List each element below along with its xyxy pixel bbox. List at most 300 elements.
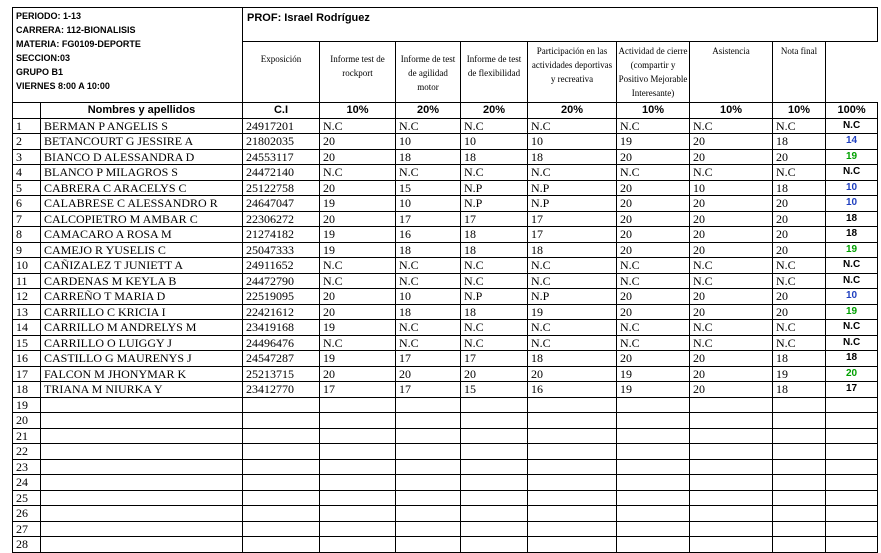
- grade-cell: 20: [690, 149, 773, 165]
- empty-cell: [826, 459, 878, 475]
- student-name: BETANCOURT G JESSIRE A: [41, 134, 243, 150]
- student-name: CARRILLO O LUIGGY J: [41, 335, 243, 351]
- student-ci: 22421612: [243, 304, 320, 320]
- student-name: CALCOPIETRO M AMBAR C: [41, 211, 243, 227]
- table-row: [13, 382, 878, 398]
- grade-cell: 17: [396, 211, 461, 227]
- empty-cell: [690, 428, 773, 444]
- empty-cell: [528, 428, 617, 444]
- empty-row: [13, 490, 878, 506]
- empty-cell: [320, 397, 396, 413]
- grade-cell: 20: [690, 382, 773, 398]
- empty-cell: [320, 428, 396, 444]
- grade-cell: 20: [690, 304, 773, 320]
- grade-cell: 20: [617, 180, 690, 196]
- grade-cell: 18: [528, 351, 617, 367]
- empty-cell: [773, 459, 826, 475]
- empty-cell: [461, 537, 528, 553]
- header-asistencia: Asistencia: [690, 42, 773, 103]
- grade-cell: N.P: [528, 289, 617, 305]
- grade-cell: 20: [461, 366, 528, 382]
- grade-cell: N.C: [396, 165, 461, 181]
- grade-cell: N.C: [617, 320, 690, 336]
- table-row: [13, 134, 878, 150]
- materia-label: MATERIA: FG0109-DEPORTE: [16, 39, 141, 49]
- empty-cell: [320, 490, 396, 506]
- grade-cell: 20: [690, 366, 773, 382]
- grade-cell: 20: [617, 149, 690, 165]
- grade-cell: 10: [461, 134, 528, 150]
- empty-cell: [243, 506, 320, 522]
- row-number: 5: [13, 180, 41, 196]
- empty-cell: [243, 459, 320, 475]
- header-participacion: Participación en las actividades deportivas y recreativa: [528, 42, 617, 103]
- grade-cell: N.C: [528, 273, 617, 289]
- empty-row: [13, 459, 878, 475]
- empty-cell: [41, 475, 243, 491]
- empty-cell: [826, 537, 878, 553]
- course-info: [13, 8, 243, 103]
- final-grade: 19: [826, 149, 878, 165]
- empty-cell: [396, 459, 461, 475]
- grade-cell: 10: [528, 134, 617, 150]
- grade-cell: 20: [528, 366, 617, 382]
- final-grade: 18: [826, 211, 878, 227]
- grade-cell: 18: [773, 180, 826, 196]
- final-grade: 19: [826, 242, 878, 258]
- empty-cell: [320, 506, 396, 522]
- student-ci: 24547287: [243, 351, 320, 367]
- grade-cell: 20: [690, 351, 773, 367]
- empty-cell: [396, 397, 461, 413]
- grade-cell: N.C: [773, 335, 826, 351]
- row-number: 12: [13, 289, 41, 305]
- final-grade: 10: [826, 289, 878, 305]
- empty-cell: [528, 537, 617, 553]
- empty-cell: [690, 490, 773, 506]
- grade-cell: 10: [396, 196, 461, 212]
- grade-cell: N.C: [773, 118, 826, 134]
- grade-cell: N.C: [773, 273, 826, 289]
- table-row: [13, 258, 878, 274]
- empty-cell: [41, 397, 243, 413]
- grade-cell: 20: [617, 227, 690, 243]
- final-grade: N.C: [826, 165, 878, 181]
- empty-cell: [690, 444, 773, 460]
- student-name: CALABRESE C ALESSANDRO R: [41, 196, 243, 212]
- pct-nota-final: 100%: [826, 103, 878, 119]
- empty-cell: [617, 428, 690, 444]
- grade-cell: 20: [320, 289, 396, 305]
- grade-cell: N.C: [528, 165, 617, 181]
- empty-cell: [690, 475, 773, 491]
- header-nota-final: Nota final: [773, 42, 826, 103]
- grade-cell: 20: [617, 304, 690, 320]
- grade-cell: N.C: [690, 320, 773, 336]
- grade-cell: 15: [461, 382, 528, 398]
- empty-cell: [243, 490, 320, 506]
- student-ci: 24647047: [243, 196, 320, 212]
- empty-cell: [528, 475, 617, 491]
- empty-cell: [826, 475, 878, 491]
- empty-cell: [461, 459, 528, 475]
- empty-cell: [396, 428, 461, 444]
- student-name: CARRILLO M ANDRELYS M: [41, 320, 243, 336]
- empty-cell: [243, 444, 320, 460]
- empty-cell: [396, 444, 461, 460]
- grade-cell: N.C: [773, 258, 826, 274]
- grade-cell: 20: [617, 242, 690, 258]
- grade-cell: 20: [320, 304, 396, 320]
- row-number: 15: [13, 335, 41, 351]
- grade-cell: 18: [528, 242, 617, 258]
- empty-cell: [320, 444, 396, 460]
- grade-cell: 20: [617, 289, 690, 305]
- grade-cell: 20: [320, 149, 396, 165]
- grade-cell: 18: [461, 304, 528, 320]
- grade-cell: 18: [396, 242, 461, 258]
- empty-cell: [396, 506, 461, 522]
- table-row: [13, 180, 878, 196]
- grade-cell: 19: [617, 366, 690, 382]
- pct-rockport: 20%: [396, 103, 461, 119]
- header-flexibilidad: Informe de test de flexibilidad: [461, 42, 528, 103]
- empty-cell: [773, 506, 826, 522]
- grade-cell: 18: [773, 382, 826, 398]
- empty-cell: [617, 444, 690, 460]
- empty-cell: [826, 490, 878, 506]
- empty-row: [13, 537, 878, 553]
- grade-cell: N.C: [396, 258, 461, 274]
- table-row: [13, 227, 878, 243]
- names-column-header: Nombres y apellidos: [41, 103, 243, 119]
- grade-cell: 19: [320, 196, 396, 212]
- student-ci: 24911652: [243, 258, 320, 274]
- row-number: 2: [13, 134, 41, 150]
- grade-cell: 20: [396, 366, 461, 382]
- empty-cell: [773, 475, 826, 491]
- header-cierre: Actividad de cierre (compartir y Positivo Mejorable Interesante): [617, 42, 690, 103]
- grade-cell: 20: [690, 211, 773, 227]
- grade-cell: N.C: [320, 165, 396, 181]
- student-name: CAÑIZALEZ T JUNIETT A: [41, 258, 243, 274]
- grade-cell: N.C: [461, 335, 528, 351]
- student-ci: 23412770: [243, 382, 320, 398]
- table-row: [13, 273, 878, 289]
- grade-cell: 17: [461, 351, 528, 367]
- empty-cell: [690, 506, 773, 522]
- empty-cell: [528, 506, 617, 522]
- row-number: 13: [13, 304, 41, 320]
- empty-cell: [773, 428, 826, 444]
- empty-cell: [461, 490, 528, 506]
- grade-cell: 20: [773, 242, 826, 258]
- empty-cell: [617, 475, 690, 491]
- grade-cell: N.C: [396, 273, 461, 289]
- grade-cell: 19: [773, 366, 826, 382]
- row-number: 8: [13, 227, 41, 243]
- final-grade: 10: [826, 180, 878, 196]
- row-number: 6: [13, 196, 41, 212]
- grade-cell: 20: [773, 289, 826, 305]
- grade-cell: 19: [320, 227, 396, 243]
- empty-cell: [773, 397, 826, 413]
- blank-cell: [13, 103, 41, 119]
- empty-cell: [826, 444, 878, 460]
- empty-row: [13, 506, 878, 522]
- ci-column-header: C.I: [243, 103, 320, 119]
- empty-row: [13, 444, 878, 460]
- grade-cell: 10: [396, 134, 461, 150]
- grade-cell: N.P: [461, 196, 528, 212]
- final-grade: N.C: [826, 320, 878, 336]
- student-ci: 24917201: [243, 118, 320, 134]
- student-name: FALCON M JHONYMAR K: [41, 366, 243, 382]
- empty-row: [13, 413, 878, 429]
- final-grade: 18: [826, 227, 878, 243]
- table-row: [13, 242, 878, 258]
- horario-label: VIERNES 8:00 A 10:00: [16, 81, 110, 91]
- table-row: [13, 335, 878, 351]
- empty-cell: [243, 413, 320, 429]
- row-number: 16: [13, 351, 41, 367]
- row-number: 25: [13, 490, 41, 506]
- grade-cell: 20: [617, 211, 690, 227]
- empty-cell: [461, 475, 528, 491]
- professor-label: PROF: Israel Rodríguez: [243, 8, 878, 42]
- empty-cell: [461, 506, 528, 522]
- empty-cell: [773, 537, 826, 553]
- grade-cell: 18: [461, 227, 528, 243]
- student-ci: 24472140: [243, 165, 320, 181]
- empty-cell: [396, 475, 461, 491]
- empty-cell: [396, 537, 461, 553]
- empty-cell: [617, 490, 690, 506]
- grade-cell: 10: [396, 289, 461, 305]
- empty-cell: [773, 413, 826, 429]
- final-grade: 18: [826, 351, 878, 367]
- row-number: 28: [13, 537, 41, 553]
- row-number: 7: [13, 211, 41, 227]
- grade-cell: N.P: [461, 180, 528, 196]
- grade-cell: 17: [320, 382, 396, 398]
- final-grade: 14: [826, 134, 878, 150]
- grade-cell: 20: [690, 242, 773, 258]
- empty-cell: [320, 459, 396, 475]
- grade-cell: N.C: [617, 335, 690, 351]
- grade-cell: 17: [461, 211, 528, 227]
- student-ci: 21802035: [243, 134, 320, 150]
- table-row: [13, 118, 878, 134]
- row-number: 10: [13, 258, 41, 274]
- grade-cell: 20: [690, 134, 773, 150]
- final-grade: 17: [826, 382, 878, 398]
- student-ci: 25122758: [243, 180, 320, 196]
- grade-cell: 18: [396, 304, 461, 320]
- grade-cell: 17: [528, 211, 617, 227]
- header-exposicion: Exposición: [243, 42, 320, 103]
- table-row: [13, 366, 878, 382]
- student-ci: 21274182: [243, 227, 320, 243]
- grade-cell: 20: [773, 304, 826, 320]
- empty-cell: [528, 444, 617, 460]
- grade-cell: N.P: [528, 196, 617, 212]
- grade-cell: N.P: [528, 180, 617, 196]
- empty-cell: [396, 413, 461, 429]
- grade-cell: N.C: [773, 320, 826, 336]
- student-ci: 22306272: [243, 211, 320, 227]
- empty-cell: [461, 413, 528, 429]
- grade-cell: 17: [528, 227, 617, 243]
- student-ci: 25047333: [243, 242, 320, 258]
- empty-cell: [528, 490, 617, 506]
- student-name: BERMAN P ANGELIS S: [41, 118, 243, 134]
- grade-cell: N.C: [320, 258, 396, 274]
- grade-cell: N.C: [528, 258, 617, 274]
- grade-cell: 16: [396, 227, 461, 243]
- student-ci: 23419168: [243, 320, 320, 336]
- pct-participacion: 10%: [617, 103, 690, 119]
- grade-cell: N.C: [320, 118, 396, 134]
- student-ci: 24496476: [243, 335, 320, 351]
- grupo-label: GRUPO B1: [16, 67, 64, 77]
- grade-cell: 20: [773, 196, 826, 212]
- row-number: 20: [13, 413, 41, 429]
- grade-cell: 17: [396, 382, 461, 398]
- pct-cierre: 10%: [690, 103, 773, 119]
- empty-cell: [396, 490, 461, 506]
- grade-cell: 20: [690, 196, 773, 212]
- student-ci: 24472790: [243, 273, 320, 289]
- empty-cell: [243, 428, 320, 444]
- row-number: 27: [13, 521, 41, 537]
- final-grade: 19: [826, 304, 878, 320]
- grade-cell: 18: [461, 149, 528, 165]
- empty-cell: [617, 537, 690, 553]
- grade-cell: N.C: [690, 118, 773, 134]
- grade-cell: 18: [773, 351, 826, 367]
- carrera-label: CARRERA: 112-BIONALISIS: [16, 25, 136, 35]
- pct-agilidad: 20%: [461, 103, 528, 119]
- grade-cell: N.C: [528, 320, 617, 336]
- row-number: 23: [13, 459, 41, 475]
- grade-cell: 19: [320, 351, 396, 367]
- final-grade: N.C: [826, 118, 878, 134]
- empty-cell: [243, 537, 320, 553]
- empty-cell: [461, 428, 528, 444]
- empty-cell: [528, 413, 617, 429]
- grade-cell: N.C: [320, 273, 396, 289]
- row-number: 24: [13, 475, 41, 491]
- grade-cell: N.C: [617, 273, 690, 289]
- empty-cell: [320, 475, 396, 491]
- student-ci: 25213715: [243, 366, 320, 382]
- student-ci: 24553117: [243, 149, 320, 165]
- grade-cell: N.C: [773, 165, 826, 181]
- grade-cell: N.C: [396, 335, 461, 351]
- row-number: 18: [13, 382, 41, 398]
- grades-sheet: [12, 7, 878, 553]
- pct-flexibilidad: 20%: [528, 103, 617, 119]
- grade-cell: N.C: [690, 165, 773, 181]
- empty-cell: [690, 537, 773, 553]
- grade-cell: N.C: [617, 118, 690, 134]
- grade-cell: N.C: [690, 335, 773, 351]
- grade-cell: 15: [396, 180, 461, 196]
- final-grade: N.C: [826, 335, 878, 351]
- row-number: 4: [13, 165, 41, 181]
- grade-cell: N.C: [690, 273, 773, 289]
- empty-cell: [617, 459, 690, 475]
- student-name: CARRILLO C KRICIA I: [41, 304, 243, 320]
- empty-cell: [461, 444, 528, 460]
- final-grade: 10: [826, 196, 878, 212]
- table-row: [13, 165, 878, 181]
- empty-cell: [528, 397, 617, 413]
- header-agilidad: Informe de test de agilidad motor: [396, 42, 461, 103]
- grade-cell: 18: [528, 149, 617, 165]
- student-ci: 22519095: [243, 289, 320, 305]
- table-row: [13, 196, 878, 212]
- empty-cell: [41, 428, 243, 444]
- final-grade: 20: [826, 366, 878, 382]
- empty-row: [13, 397, 878, 413]
- grade-cell: 20: [320, 211, 396, 227]
- table-row: [13, 211, 878, 227]
- student-name: BLANCO P MILAGROS S: [41, 165, 243, 181]
- empty-cell: [617, 413, 690, 429]
- grade-cell: 16: [528, 382, 617, 398]
- student-name: CARDENAS M KEYLA B: [41, 273, 243, 289]
- row-number: 19: [13, 397, 41, 413]
- grade-cell: 20: [320, 366, 396, 382]
- empty-cell: [690, 413, 773, 429]
- empty-cell: [690, 397, 773, 413]
- grade-cell: 18: [773, 134, 826, 150]
- empty-cell: [690, 459, 773, 475]
- empty-cell: [528, 459, 617, 475]
- empty-cell: [41, 537, 243, 553]
- final-grade: N.C: [826, 258, 878, 274]
- grade-cell: 20: [320, 134, 396, 150]
- empty-cell: [41, 413, 243, 429]
- final-grade: N.C: [826, 273, 878, 289]
- grade-cell: N.C: [396, 320, 461, 336]
- empty-row: [13, 475, 878, 491]
- grade-cell: 19: [320, 242, 396, 258]
- empty-cell: [617, 397, 690, 413]
- grade-cell: 20: [773, 149, 826, 165]
- header-rockport: Informe test de rockport: [320, 42, 396, 103]
- student-name: CABRERA C ARACELYS C: [41, 180, 243, 196]
- grade-cell: 19: [320, 320, 396, 336]
- grade-cell: 10: [690, 180, 773, 196]
- empty-cell: [617, 506, 690, 522]
- seccion-label: SECCION:03: [16, 53, 71, 63]
- empty-cell: [773, 444, 826, 460]
- empty-row: [13, 428, 878, 444]
- row-number: 17: [13, 366, 41, 382]
- pct-asistencia: 10%: [773, 103, 826, 119]
- grade-cell: N.C: [690, 258, 773, 274]
- grade-cell: 20: [690, 227, 773, 243]
- grade-cell: N.C: [528, 335, 617, 351]
- grade-cell: N.P: [461, 289, 528, 305]
- empty-cell: [826, 397, 878, 413]
- row-number: 21: [13, 428, 41, 444]
- grade-cell: 19: [617, 382, 690, 398]
- empty-cell: [41, 444, 243, 460]
